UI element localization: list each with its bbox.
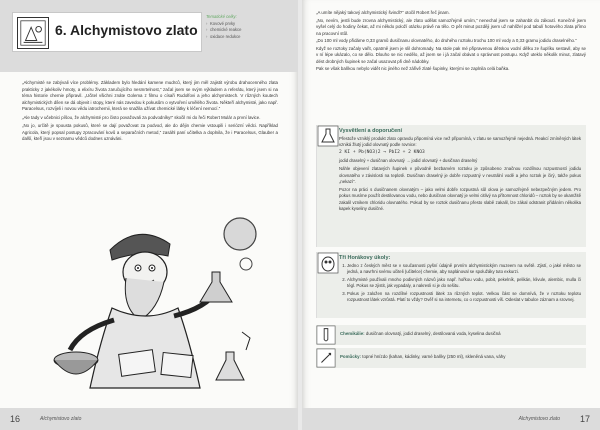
paragraph: „Alchymisté se zabývali více problémy. Základem bylo hledání kamene mudrců, který jim měl zajistit výrobu drahocenného zlata prakticky z jakékoliv hmoty, a elixíru života zaručujícího nesmrtelnost,“ začal jsem se svým výkladem a referátu, který jsem si na téma historie chemie připravil. „Učitel všichni znáte Golema z filmu o císaři Rudolfovi a jeho alchymistech. V různých koutech alchymistických dílen se dá objevit i stopy, které nás zavedou k pokusům o vytvoření umělého života. Někteří alchymisté, jako např. Paracelsus, rozvíjeli i novou vědu iatrochemii, která se snažila užívat chemické látky k léčení nemocí.“ [22, 80, 278, 111]
intro-text [22, 80, 278, 145]
theme-label: Tematické celky: [206, 14, 237, 19]
tools-label: Pomůcky: [340, 354, 361, 359]
page-number: 16 [10, 414, 21, 424]
paragraph: Přestože vzniklý produkt zlato opravdu připomíná vice než připomíná, v zlatu se samozřejmě nejedná. Reakcí zmíněných látek vzniká žlutý jodid olovnatý podle rovnice: [339, 136, 581, 148]
chapter-header [12, 12, 202, 52]
tools-text [340, 354, 505, 359]
chemicals-label: Chemikálie: [340, 331, 365, 336]
left-page [0, 0, 298, 430]
alchemist-logo-icon [17, 17, 49, 49]
chapter-title: 6. Alchymistovo zlato [55, 22, 198, 38]
paragraph: „No jo, určitě je spousta pokusů, které se dají považovat za podvod, ale do dějin chemie vstoupili i seriózní vědci. Například Agricola, který popsal postupy zpracování kovů a separačních metod,“ zasáhl paní učitelka a doplnila, že i Paracelsus, Glauber a další, kteří jsou v seznamu vědců dodnes uznáváni. [22, 123, 278, 141]
test-tube-icon [316, 325, 336, 345]
right-page [302, 0, 600, 430]
explanation-heading: Vysvětlení a doporučení [339, 128, 403, 134]
task-item: 1. Jedno z českých měst se v současnosti pyšní údajně prvním alchymistickým muzeem na světě. Zjistí, o jaké město se jedná, a navrhni svému učiteli (učitelce) chemie, aby naplánoval se spolužáky tuto exkurzi. [347, 263, 581, 276]
paragraph: Náhle objevení zlatavých šupinek v původně bezbarvém roztoku je způsobeno značnou rozdílnou rozpustností jodidu olovnatého v závislosti na teplotě. Dusičnan draselný je dobře rozpustný v neutrální vodě a jeho roztok je čirý, takže pokus „nekazí“. [339, 166, 581, 184]
explanation-body [339, 136, 581, 214]
tools-icon [316, 348, 336, 368]
paragraph: „A umíte nějaký takový alchymistický švindl?“ otočil Robert řeč jinam. [316, 10, 450, 15]
tasks-section [316, 252, 586, 318]
alchemist-illustration [50, 212, 270, 392]
chemicals-text [340, 331, 501, 336]
task-item: 3. Pokus je založen na rozdílné rozpustnosti látek za různých teplot. Velkou část se domnívá, že v roztoku teplotu rozpustnost látek vzrůstá. Platí to vždy? Ověř si na internetu, co o rozpustnosti víš. Odeslat v tabulce záznam a srovnej. [347, 291, 581, 304]
paragraph: „Do 100 ml vody přidáme 0,33 gramů dusičnanu olovnatého, do druhého roztoku trochu 100 ml vody a 0,33 gramu jodidu draselného.“ [316, 38, 577, 43]
footer-title: Alchymistovo zlato [40, 416, 82, 422]
tasks-body [339, 263, 581, 304]
explanation-section [316, 125, 586, 247]
owl-icon [317, 252, 339, 274]
paragraph: „No, nevím, jestli bude zrovna alchymistický, ale zlato udělat samozřejmě umím,“ nenechal jsem se zahanbit do zákoutí. Konečně jsem vyšel celý do hodiny čekat, až mi někdo položí otázku právě na tělo. O pět minut později jsem už nahlížel pod tabulí hotového zlata přímo na pracovní stůl. [316, 17, 586, 36]
tasks-heading: Tři Horákovy úkoly: [339, 255, 391, 261]
chemicals-value: dusičnan olovnatý, jodid draselný, destilovaná voda, kyselina dusičná [365, 331, 501, 336]
tools-value: topné hnízdo (kahan, kádinky, varné baňky (250 ml), skleněná vana, váhy [362, 354, 506, 359]
theme-box [206, 14, 286, 40]
theme-item: › Kovové prvky [206, 21, 286, 28]
paragraph: Pozor na práci s dusičnanem olovnatým – jako velmi dobře rozpustná sůl olova je samozřejmě nebezpečným jedem. Pro pokus musíme použít destilovanou vodu, nebo dusičnan olovnatý je velmi citlivý na přítomnost chloridů – roztok by se okamžitě zakalil vznikem chloridu olovnatého. Pokud by se roztok dusičnanu přesto slabě zakalil, lze zákal odstranit přidáním několika kapek kyseliny dusičné. [339, 186, 581, 212]
page-number: 17 [579, 414, 590, 424]
task-item: 2. Alchymisté používali mnoho podivných názvů jako např. hořkou vodu, pobit, pekelník, pelikán, klivule, alembic, mulla či tégl. Pokus se zjistit, jak vypadaly, a nakresli si je do sešitu. [347, 277, 581, 290]
paragraph: Pak se však baňkou nebylo vidět nic jiného než zářivě zlaté šupinky, kterými se zaplnila celá baňka. [316, 66, 510, 71]
equation-words: jodid draselný + dusičnan olovnatý → jodid olovnatý + dusičnan draselný [339, 158, 478, 164]
theme-item: › chemické reakce [206, 27, 286, 34]
paragraph: „Ale tady v učebnici píšou, že alchymisté pro čisto považovali za podvodníky!“ skočil mi do řeči Robert Mulár a první lavice. [22, 114, 261, 120]
theme-item: › oxidace redukce [206, 34, 286, 41]
flask-icon [317, 125, 339, 147]
footer-title: Alchymistovo zlato [518, 416, 560, 422]
tools-row [316, 348, 586, 368]
story-text [316, 10, 586, 74]
chemicals-row [316, 325, 586, 345]
paragraph: Když se roztoky začaly vařit, opatrně jsem je slil dohromady. Na stole pak mé připravenou dětskou vodní dělku ze šuplíku sestavil, aby se v ní lépe ukázalo, co se dělo. Dlouho se nic nedělo, až jsem se i já začal obávat o správnost postupu. Když uteklo několik minut, zlatavý dést drobných šupinek se začal usazovat při dně nádobky. [316, 45, 586, 64]
equation: 2 KI + Pb(NO3)2 → PbI2 + 2 KNO3 [339, 150, 425, 156]
